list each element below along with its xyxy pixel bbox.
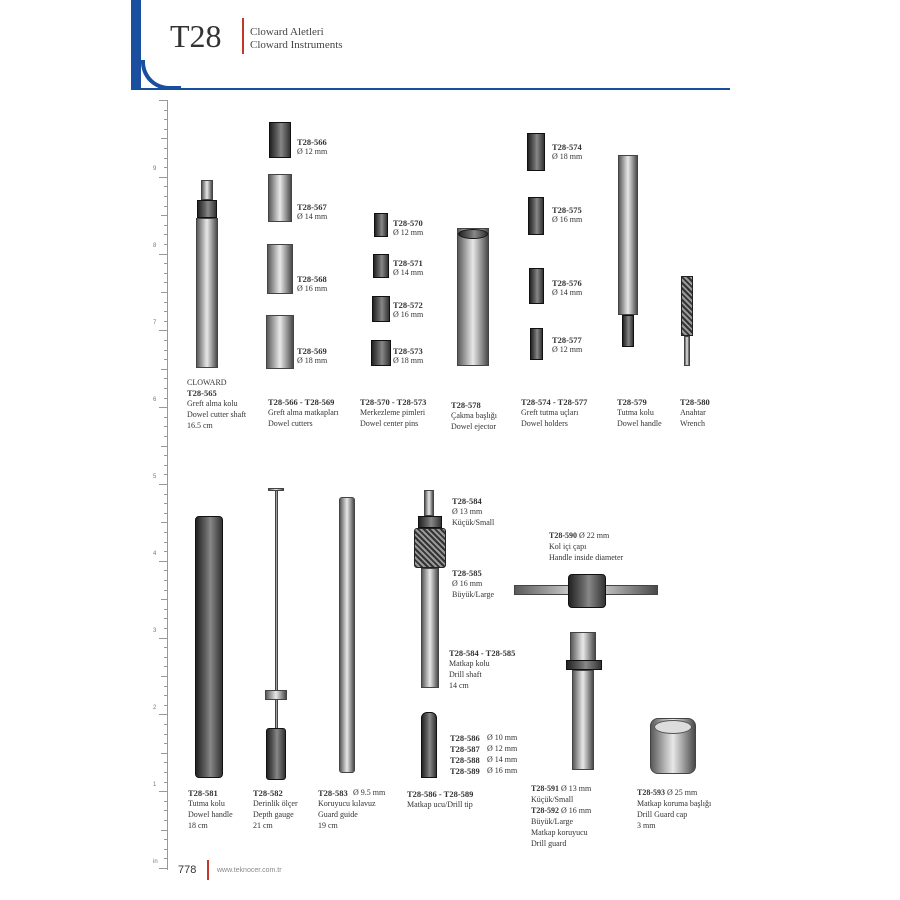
t592-size: Ø 16 mm xyxy=(561,806,592,815)
ruler-tick xyxy=(164,609,167,610)
ruler-tick xyxy=(164,378,167,379)
t577-size: Ø 12 mm xyxy=(552,345,583,354)
ruler-number: 3 xyxy=(153,628,157,634)
ruler-number: in xyxy=(153,859,158,865)
dowel-holder-574-image xyxy=(527,133,545,171)
t581-desc-tr: Tutma kolu xyxy=(188,799,225,808)
ruler-tick xyxy=(164,801,167,802)
ruler-tick xyxy=(159,561,167,562)
t578-desc-tr: Çakma başlığı xyxy=(451,411,497,420)
t566-569-desc-tr: Greft alma matkapları xyxy=(268,408,339,417)
catalog-code: T28 xyxy=(170,18,222,54)
ruler-tick xyxy=(164,839,167,840)
ruler-tick xyxy=(164,167,167,168)
ruler-tick xyxy=(164,695,167,696)
ruler-tick xyxy=(159,100,167,101)
t574-code: T28-574 xyxy=(552,142,582,152)
ruler-tick xyxy=(164,186,167,187)
t590-code: T28-590 xyxy=(549,531,577,540)
t588-size: Ø 14 mm xyxy=(487,755,518,764)
center-pin-571-image xyxy=(373,254,389,278)
t581-desc-en: Dowel handle xyxy=(188,810,233,819)
ruler-tick xyxy=(164,158,167,159)
drill-shaft-knurl xyxy=(414,528,446,568)
ruler-tick xyxy=(164,340,167,341)
ruler-tick xyxy=(164,532,167,533)
ruler-tick xyxy=(161,138,167,139)
inch-ruler xyxy=(155,100,168,870)
t591-size: Ø 13 mm xyxy=(561,784,592,793)
ruler-tick xyxy=(164,858,167,859)
center-pin-573-image xyxy=(371,340,391,366)
t592-label xyxy=(531,806,591,816)
title-turkish: Cloward Aletleri xyxy=(250,26,324,38)
t584-585-code: T28-584 - T28-585 xyxy=(449,648,516,658)
t586-size: Ø 10 mm xyxy=(487,733,518,742)
t565-brand: CLOWARD xyxy=(187,378,227,387)
ruler-tick xyxy=(164,503,167,504)
wrench-tip xyxy=(684,336,690,366)
ruler-tick xyxy=(164,148,167,149)
ruler-tick xyxy=(164,494,167,495)
t576-size: Ø 14 mm xyxy=(552,288,583,297)
t584-size: Ø 13 mm xyxy=(452,507,483,516)
t582-desc-tr: Derinlik ölçer xyxy=(253,799,298,808)
ruler-tick xyxy=(164,417,167,418)
t589-size: Ø 16 mm xyxy=(487,766,518,775)
t582-code: T28-582 xyxy=(253,788,283,798)
ruler-tick xyxy=(161,830,167,831)
ruler-tick xyxy=(164,762,167,763)
guard-guide-image xyxy=(339,497,355,773)
ruler-tick xyxy=(164,302,167,303)
t591-desc: Küçük/Small xyxy=(531,795,574,804)
website-link[interactable]: www.teknocer.com.tr xyxy=(217,867,282,874)
t577-code: T28-577 xyxy=(552,335,582,345)
ruler-tick xyxy=(161,292,167,293)
dowel-handle-579-tip xyxy=(622,315,634,347)
t565-length: 16.5 cm xyxy=(187,421,213,430)
t582-length: 21 cm xyxy=(253,821,273,830)
t569-size: Ø 18 mm xyxy=(297,356,328,365)
t574-577-code: T28-574 - T28-577 xyxy=(521,397,588,407)
t568-size: Ø 16 mm xyxy=(297,284,328,293)
drill-shaft-image xyxy=(421,568,439,688)
ruler-tick xyxy=(159,330,167,331)
ruler-number: 2 xyxy=(153,705,157,711)
ruler-tick xyxy=(164,618,167,619)
ruler-tick xyxy=(161,676,167,677)
ruler-tick xyxy=(164,474,167,475)
t586-589-desc: Matkap ucu/Drill tip xyxy=(407,800,473,809)
ruler-tick xyxy=(159,407,167,408)
t574-577-desc-en: Dowel holders xyxy=(521,419,568,428)
t579-desc-tr: Tutma kolu xyxy=(617,408,654,417)
t586-code: T28-586 xyxy=(450,733,480,743)
dowel-cutter-567-image xyxy=(268,174,292,222)
t593-desc-tr: Matkap koruma başlığı xyxy=(637,799,712,808)
t593-desc-en: Drill Guard cap xyxy=(637,810,688,819)
ruler-tick xyxy=(161,599,167,600)
ruler-number: 7 xyxy=(153,320,157,326)
dowel-cutter-566-image xyxy=(269,122,291,158)
dowel-holder-576-image xyxy=(529,268,544,304)
ruler-tick xyxy=(164,196,167,197)
drill-guard-collar xyxy=(566,660,602,670)
wrench-image xyxy=(681,276,693,336)
ruler-tick xyxy=(164,110,167,111)
ruler-tick xyxy=(161,753,167,754)
dowel-ejector-top xyxy=(458,229,488,239)
t570-573-code: T28-570 - T28-573 xyxy=(360,397,427,407)
t590-desc-tr: Kol içi çapı xyxy=(549,542,587,551)
ruler-tick xyxy=(164,234,167,235)
ruler-number: 1 xyxy=(153,782,157,788)
t585-code: T28-585 xyxy=(452,568,482,578)
t581-code: T28-581 xyxy=(188,788,218,798)
t593-label xyxy=(637,788,697,798)
t574-577-desc-tr: Greft tutma uçları xyxy=(521,408,579,417)
ruler-tick xyxy=(164,590,167,591)
t575-size: Ø 16 mm xyxy=(552,215,583,224)
t586-589-code: T28-586 - T28-589 xyxy=(407,789,474,799)
t589-code: T28-589 xyxy=(450,766,480,776)
ruler-tick xyxy=(164,321,167,322)
t584-585-desc-en: Drill shaft xyxy=(449,670,482,679)
dowel-holder-577-image xyxy=(530,328,543,360)
t582-desc-en: Depth gauge xyxy=(253,810,294,819)
ruler-tick xyxy=(164,647,167,648)
ruler-tick xyxy=(164,426,167,427)
ruler-tick xyxy=(164,570,167,571)
t584-code: T28-584 xyxy=(452,496,482,506)
t580-code: T28-580 xyxy=(680,397,710,407)
ruler-number: 4 xyxy=(153,551,157,557)
t588-code: T28-588 xyxy=(450,755,480,765)
ruler-tick xyxy=(164,580,167,581)
ruler-tick xyxy=(164,436,167,437)
t580-desc-en: Wrench xyxy=(680,419,705,428)
footer-separator xyxy=(207,860,209,880)
ruler-tick xyxy=(164,244,167,245)
page-number: 778 xyxy=(178,864,197,876)
t583-desc-tr: Koruyucu kılavuz xyxy=(318,799,376,808)
t593-code: T28-593 xyxy=(637,788,665,797)
ruler-tick xyxy=(164,657,167,658)
t566-569-desc-en: Dowel cutters xyxy=(268,419,313,428)
ruler-tick xyxy=(159,714,167,715)
drill-guard-image xyxy=(572,670,594,770)
ruler-number: 5 xyxy=(153,474,157,480)
t576-code: T28-576 xyxy=(552,278,582,288)
drill-shaft-collar xyxy=(418,516,442,528)
ruler-tick xyxy=(164,350,167,351)
dowel-holder-575-image xyxy=(528,197,544,235)
t593-size: Ø 25 mm xyxy=(667,788,698,797)
center-pin-570-image xyxy=(374,213,388,237)
ruler-tick xyxy=(164,465,167,466)
ruler-tick xyxy=(159,791,167,792)
dowel-cutter-569-image xyxy=(266,315,294,369)
t565-desc-en: Dowel cutter shaft xyxy=(187,410,247,419)
ruler-tick xyxy=(159,638,167,639)
t592-code: T28-592 xyxy=(531,806,559,815)
drill-tip-image xyxy=(421,712,437,778)
t572-code: T28-572 xyxy=(393,300,423,310)
t572-size: Ø 16 mm xyxy=(393,310,424,319)
t593-size-extra: 3 mm xyxy=(637,821,656,830)
t584-585-length: 14 cm xyxy=(449,681,469,690)
ruler-tick xyxy=(164,810,167,811)
t571-code: T28-571 xyxy=(393,258,423,268)
ruler-tick xyxy=(159,484,167,485)
t585-size: Ø 16 mm xyxy=(452,579,483,588)
t590-desc-en: Handle inside diameter xyxy=(549,553,624,562)
t587-size: Ø 12 mm xyxy=(487,744,518,753)
dowel-handle-581-image xyxy=(195,516,223,778)
t566-code: T28-566 xyxy=(297,137,327,147)
ruler-tick xyxy=(164,282,167,283)
t569-code: T28-569 xyxy=(297,346,327,356)
ruler-tick xyxy=(161,369,167,370)
ruler-tick xyxy=(164,388,167,389)
t583-size: Ø 9.5 mm xyxy=(353,788,386,797)
dowel-cutter-shaft-tip xyxy=(201,180,213,200)
drill-guard-cap-rim xyxy=(654,720,692,734)
ruler-tick xyxy=(164,686,167,687)
drill-shaft-tip xyxy=(424,490,434,516)
ruler-tick xyxy=(164,273,167,274)
ruler-tick xyxy=(164,311,167,312)
ruler-tick xyxy=(164,705,167,706)
t566-569-code: T28-566 - T28-569 xyxy=(268,397,335,407)
t587-code: T28-587 xyxy=(450,744,480,754)
title-english: Cloward Instruments xyxy=(250,39,343,51)
ruler-tick xyxy=(164,551,167,552)
t570-code: T28-570 xyxy=(393,218,423,228)
dowel-cutter-shaft-image xyxy=(196,218,218,368)
t571-size: Ø 14 mm xyxy=(393,268,424,277)
depth-gauge-base xyxy=(266,728,286,780)
ruler-tick xyxy=(164,628,167,629)
ruler-tick xyxy=(164,513,167,514)
t567-code: T28-567 xyxy=(297,202,327,212)
t570-size: Ø 12 mm xyxy=(393,228,424,237)
center-pin-572-image xyxy=(372,296,390,322)
t573-size: Ø 18 mm xyxy=(393,356,424,365)
dowel-cutter-568-image xyxy=(267,244,293,294)
ruler-tick xyxy=(164,263,167,264)
ruler-tick xyxy=(164,398,167,399)
t574-size: Ø 18 mm xyxy=(552,152,583,161)
t565-code: T28-565 xyxy=(187,388,217,398)
t583-length: 19 cm xyxy=(318,821,338,830)
t578-code: T28-578 xyxy=(451,400,481,410)
ruler-tick xyxy=(164,724,167,725)
ruler-tick xyxy=(164,743,167,744)
ruler-tick xyxy=(164,455,167,456)
t573-code: T28-573 xyxy=(393,346,423,356)
header-rule xyxy=(131,88,730,90)
ruler-tick xyxy=(164,129,167,130)
t579-desc-en: Dowel handle xyxy=(617,419,662,428)
t585-desc: Büyük/Large xyxy=(452,590,495,599)
dowel-cutter-shaft-collar xyxy=(197,200,217,218)
ruler-tick xyxy=(164,119,167,120)
header-accent-bar xyxy=(131,0,141,90)
ruler-tick xyxy=(164,206,167,207)
ruler-number: 8 xyxy=(153,243,157,249)
ruler-number: 6 xyxy=(153,397,157,403)
t592-desc: Büyük/Large xyxy=(531,817,574,826)
ruler-tick xyxy=(164,849,167,850)
t575-code: T28-575 xyxy=(552,205,582,215)
ruler-tick xyxy=(164,542,167,543)
t566-size: Ø 12 mm xyxy=(297,147,328,156)
t584-585-desc-tr: Matkap kolu xyxy=(449,659,490,668)
ruler-tick xyxy=(159,177,167,178)
ruler-tick xyxy=(164,772,167,773)
ruler-tick xyxy=(164,359,167,360)
t578-desc-en: Dowel ejector xyxy=(451,422,497,431)
t568-code: T28-568 xyxy=(297,274,327,284)
t592-desc-tr: Matkap koruyucu xyxy=(531,828,588,837)
t567-size: Ø 14 mm xyxy=(297,212,328,221)
ruler-number: 9 xyxy=(153,166,157,172)
t590-size: Ø 22 mm xyxy=(579,531,610,540)
t580-desc-tr: Anahtar xyxy=(680,408,706,417)
dowel-handle-579-image xyxy=(618,155,638,315)
t583-desc-en: Guard guide xyxy=(318,810,358,819)
dowel-ejector-image xyxy=(457,228,489,366)
ruler-tick xyxy=(164,820,167,821)
t-handle-hub-image xyxy=(568,574,606,608)
t583-code: T28-583 xyxy=(318,788,348,798)
header-separator xyxy=(242,18,244,54)
drill-guard-top xyxy=(570,632,596,662)
t591-label xyxy=(531,784,591,794)
t570-573-desc-en: Dowel center pins xyxy=(360,419,419,428)
ruler-tick xyxy=(161,215,167,216)
t592-desc-en: Drill guard xyxy=(531,839,567,848)
ruler-tick xyxy=(161,522,167,523)
ruler-tick xyxy=(164,225,167,226)
ruler-tick xyxy=(159,254,167,255)
header-curve xyxy=(141,60,181,90)
ruler-tick xyxy=(164,666,167,667)
t565-desc-tr: Greft alma kolu xyxy=(187,399,238,408)
t570-573-desc-tr: Merkezleme pimleri xyxy=(360,408,426,417)
ruler-tick xyxy=(164,734,167,735)
t581-length: 18 cm xyxy=(188,821,208,830)
ruler-tick xyxy=(161,446,167,447)
t590-label xyxy=(549,531,609,541)
t584-desc: Küçük/Small xyxy=(452,518,495,527)
t591-code: T28-591 xyxy=(531,784,559,793)
ruler-tick xyxy=(164,782,167,783)
t579-code: T28-579 xyxy=(617,397,647,407)
ruler-tick xyxy=(159,868,167,869)
depth-gauge-clamp xyxy=(265,690,287,700)
